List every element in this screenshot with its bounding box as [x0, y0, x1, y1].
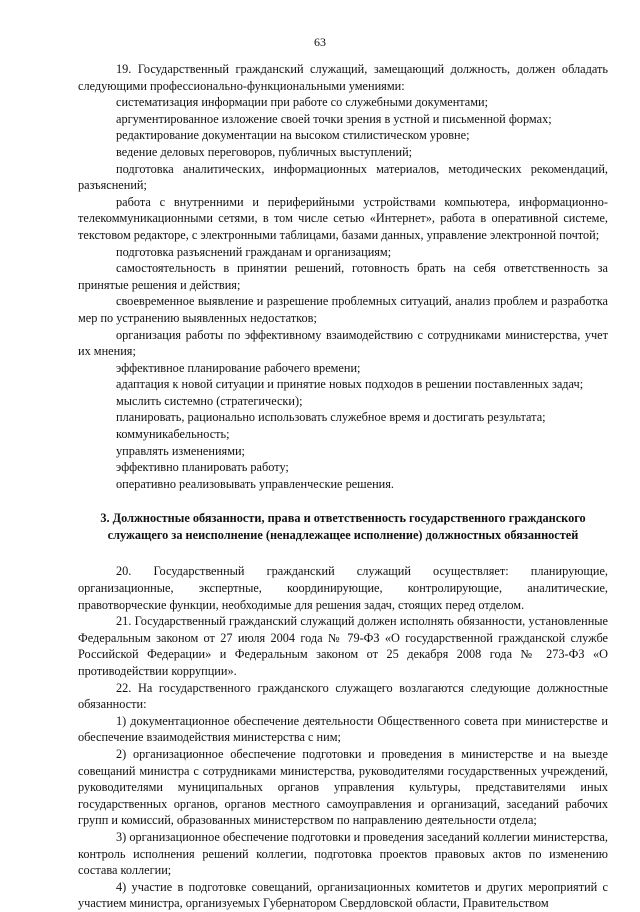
duty-item: 2) организационное обеспечение подготовки и проведения в министерстве и на выезде совещаний министра с сотрудниками министерства, руководителями государственных учреждений, руководителями муниципальных органов управления культуры, представителями иных государственных органов, органов местного самоуправления и организаций, заседаний рабочих групп и комиссий, образованных министерством по направлению деятельности отдела; — [78, 746, 608, 828]
paragraph-22: 22. На государственного гражданского служащего возлагаются следующие должностные обязанности: — [78, 680, 608, 712]
list-item: редактирование документации на высоком стилистическом уровне; — [116, 128, 470, 143]
list-item: подготовка аналитических, информационных материалов, методических рекомендаций, разъяснений; — [78, 161, 608, 193]
list-item: систематизация информации при работе со служебными документами; — [116, 95, 489, 110]
list-item: ведение деловых переговоров, публичных выступлений; — [116, 144, 413, 159]
skills-list — [78, 94, 608, 492]
duty-item: 3) организационное обеспечение подготовки и проведения заседаний коллегии министерства, контроль исполнения решений коллегии, подготовка проектов правовых актов по изменению состава коллегии; — [78, 829, 608, 878]
list-item: мыслить системно (стратегически); — [116, 393, 303, 408]
list-item: организация работы по эффективному взаимодействию с сотрудниками министерства, учет их мнения; — [78, 327, 608, 359]
list-item: самостоятельность в принятии решений, готовность брать на себя ответственность за принятые решения и действия; — [78, 261, 608, 292]
document-body — [78, 61, 608, 912]
duty-item: 4) участие в подготовке совещаний, организационных комитетов и других мероприятий с участием министра, организуемых Губернатором Свердловской области, Правительством — [78, 879, 608, 911]
section-3-body — [78, 563, 608, 911]
list-item: своевременное выявление и разрешение проблемных ситуаций, анализ проблем и разработка мер по устранению выявленных недостатков; — [78, 294, 608, 325]
paragraph-21: 21. Государственный гражданский служащий должен исполнять обязанности, установленные Федеральным законом от 27 июля 2004 года № 79-ФЗ «О государственной гражданской службе Российской Федерации» и Федеральным законом от 25 декабря 2008 года № 273-ФЗ «О противодействии коррупции». — [78, 614, 608, 678]
page-number: 63 — [314, 35, 326, 49]
list-item: управлять изменениями; — [116, 443, 245, 458]
list-item: эффективно планировать работу; — [116, 460, 289, 475]
duty-item: 1) документационное обеспечение деятельности Общественного совета при министерстве и обеспечение взаимодействия министерства с ним; — [78, 713, 608, 745]
list-item: эффективное планирование рабочего времени; — [116, 360, 361, 375]
list-item: работа с внутренними и периферийными устройствами компьютера, информационно-телекоммуникационными сетями, в том числе сетью «Интернет», работа в оперативной системе, текстовом редакторе, с электронными таблицами, базами данных, управление электронной почтой; — [78, 194, 608, 242]
list-item: коммуникабельность; — [116, 427, 230, 442]
paragraph-20: 20. Государственный гражданский служащий осуществляет: планирующие, организационные, экспертные, координирующие, контролирующие, аналитические, правотворческие функции, необходимые для решения задач, стоящих перед отделом. — [78, 564, 608, 612]
list-item: подготовка разъяснений гражданам и организациям; — [116, 244, 392, 259]
list-item: аргументированное изложение своей точки зрения в устной и письменной формах; — [116, 111, 552, 126]
list-item: адаптация к новой ситуации и принятие новых подходов в решении поставленных задач; — [116, 377, 584, 392]
list-item: оперативно реализовывать управленческие решения. — [116, 476, 394, 491]
list-item: планировать, рационально использовать служебное время и достигать результата; — [116, 410, 546, 425]
paragraph-19-intro: 19. Государственный гражданский служащий, замещающий должность, должен обладать следующими профессионально-функциональными умениями: — [78, 62, 608, 93]
section-3-heading: 3. Должностные обязанности, права и ответственность государственного гражданского служащего за неисполнение (ненадлежащее исполнение) должностных обязанностей — [100, 511, 586, 543]
